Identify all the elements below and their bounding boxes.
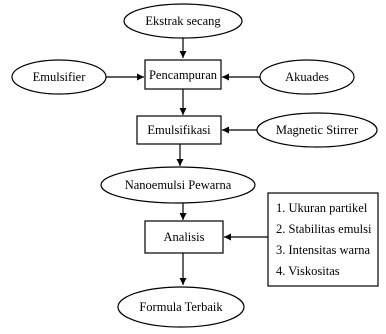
node-formula-terbaik-label: Formula Terbaik	[139, 300, 223, 314]
node-pencampuran	[145, 60, 221, 89]
node-nanoemulsi-pewarna	[101, 167, 255, 203]
node-magnetic-stirrer	[257, 113, 377, 147]
node-magnetic-stirrer-label: Magnetic Stirrer	[275, 123, 359, 137]
node-emulsifikasi	[137, 116, 221, 144]
node-emulsifier	[12, 60, 106, 94]
node-nanoemulsi-pewarna-label: Nanoemulsi Pewarna	[124, 178, 232, 192]
node-ekstrak-secang-label: Ekstrak secang	[145, 14, 221, 28]
node-formula-terbaik	[118, 287, 244, 327]
node-emulsifier-label: Emulsifier	[32, 70, 86, 84]
node-pencampuran-label: Pencampuran	[148, 68, 218, 82]
parameter-item: 4. Viskositas	[276, 264, 340, 278]
node-akuades	[260, 60, 354, 94]
node-emulsifikasi-label: Emulsifikasi	[147, 123, 211, 137]
node-analisis-label: Analisis	[163, 230, 205, 244]
node-ekstrak-secang	[124, 4, 242, 38]
parameter-item: 3. Intensitas warna	[276, 243, 371, 257]
node-akuades-label: Akuades	[285, 70, 329, 84]
node-parameters	[268, 193, 378, 286]
parameter-item: 2. Stabilitas emulsi	[276, 222, 372, 236]
parameter-item: 1. Ukuran partikel	[276, 201, 368, 215]
node-analisis	[145, 221, 223, 253]
